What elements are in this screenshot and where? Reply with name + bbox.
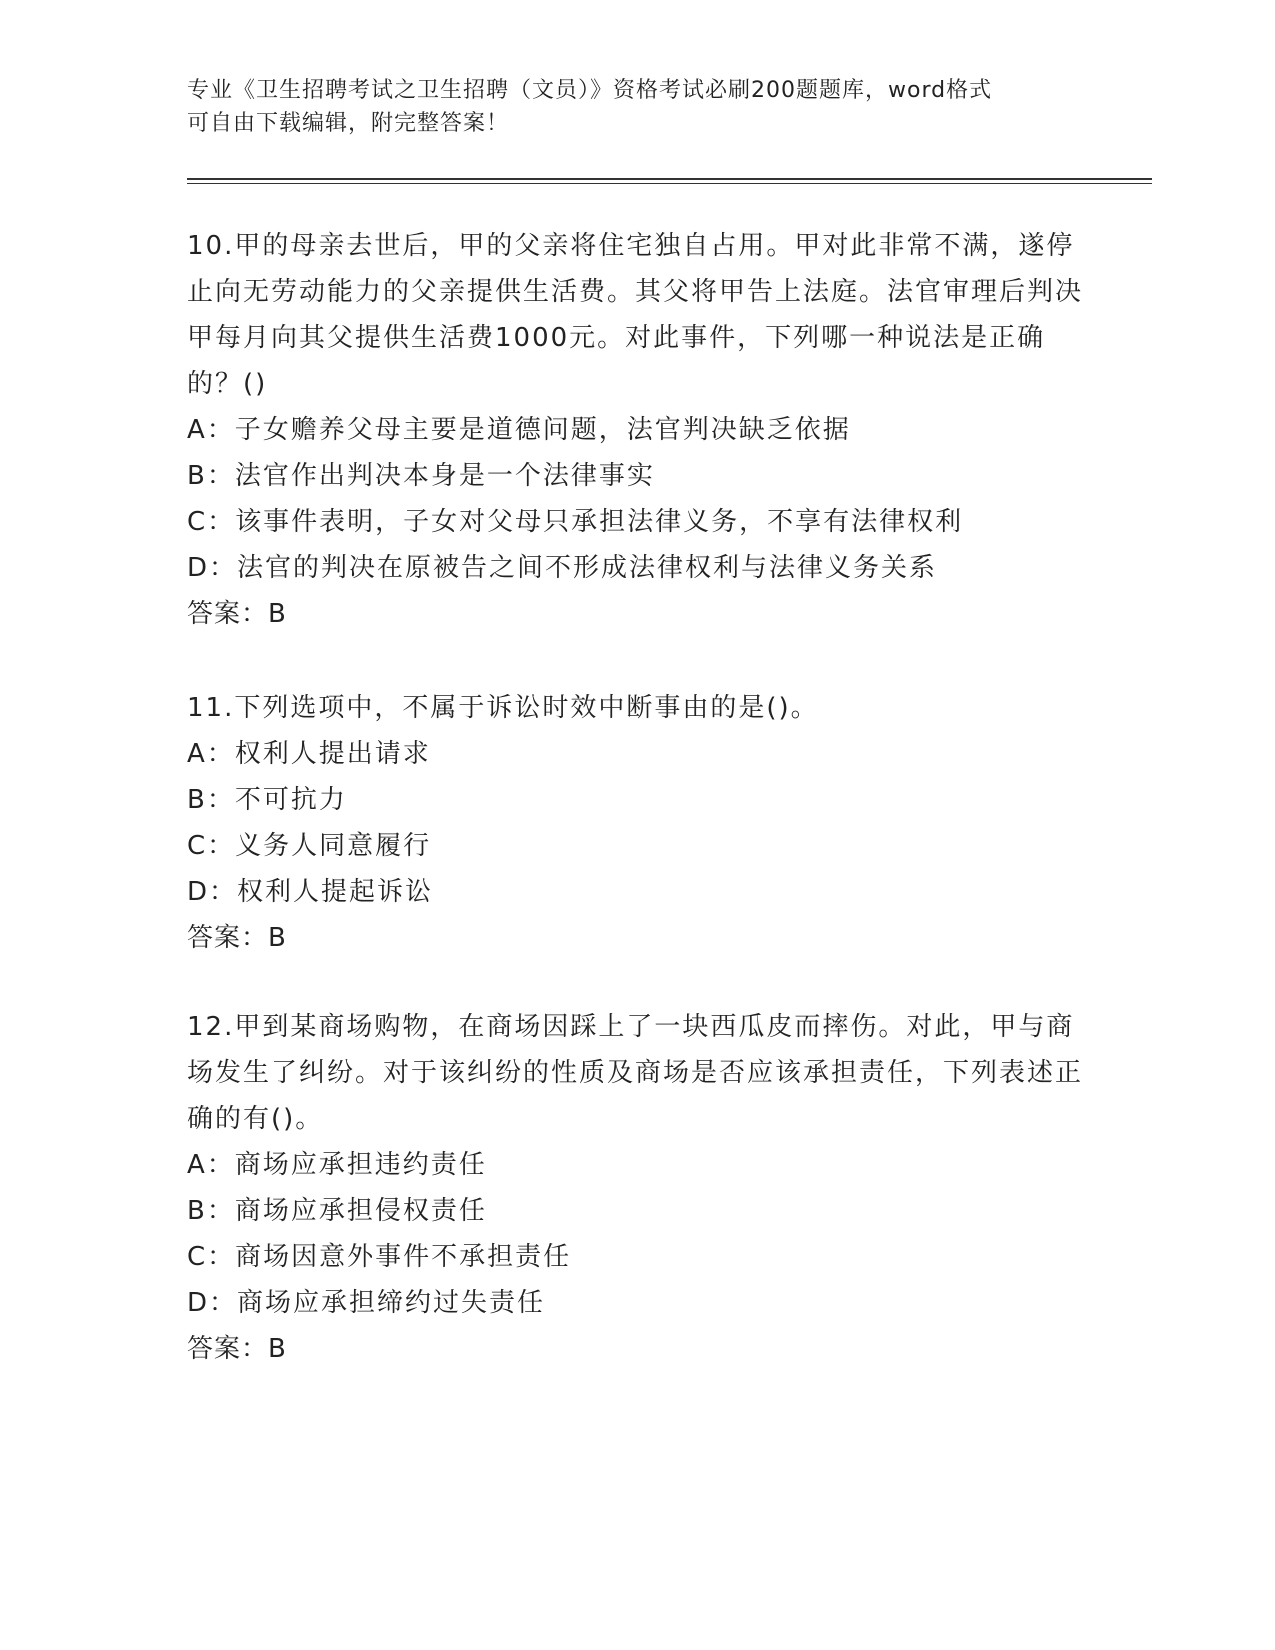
header-divider-thick xyxy=(187,178,1152,180)
option-d: D：权利人提起诉讼 xyxy=(187,877,434,907)
question-10 xyxy=(187,223,1087,637)
option-b: B：商场应承担侵权责任 xyxy=(187,1196,487,1226)
option-a: A：权利人提出请求 xyxy=(187,739,431,769)
option-b: B：法官作出判决本身是一个法律事实 xyxy=(187,461,655,491)
option-c: C：义务人同意履行 xyxy=(187,831,432,861)
option-d: D：商场应承担缔约过失责任 xyxy=(187,1288,546,1318)
answer-label: 答案：B xyxy=(187,599,287,629)
option-c: C：该事件表明，子女对父母只承担法律义务，不享有法律权利 xyxy=(187,507,964,537)
answer-label: 答案：B xyxy=(187,923,287,953)
question-stem: 12.甲到某商场购物，在商场因踩上了一块西瓜皮而摔伤。对此，甲与商场发生了纠纷。对于该纠纷的性质及商场是否应该承担责任，下列表述正确的有()。 xyxy=(187,1012,1084,1134)
answer-label: 答案：B xyxy=(187,1334,287,1364)
question-11 xyxy=(187,685,1087,961)
question-stem: 11.下列选项中，不属于诉讼时效中断事由的是()。 xyxy=(187,693,819,723)
option-d: D：法官的判决在原被告之间不形成法律权利与法律义务关系 xyxy=(187,553,938,583)
document-header xyxy=(187,74,1087,140)
header-divider-thin xyxy=(187,183,1152,184)
option-c: C：商场因意外事件不承担责任 xyxy=(187,1242,572,1272)
option-b: B：不可抗力 xyxy=(187,785,347,815)
option-a: A：子女赡养父母主要是道德问题，法官判决缺乏依据 xyxy=(187,415,851,445)
header-title-line-1: 专业《卫生招聘考试之卫生招聘（文员）》资格考试必刷200题题库，word格式 xyxy=(187,78,993,103)
question-stem: 10.甲的母亲去世后，甲的父亲将住宅独自占用。甲对此非常不满，遂停止向无劳动能力的父亲提供生活费。其父将甲告上法庭。法官审理后判决甲每月向其父提供生活费1000元。对此事件，下列哪一种说法是正确的？() xyxy=(187,231,1084,399)
header-title-line-2: 可自由下载编辑，附完整答案！ xyxy=(187,111,510,136)
question-12 xyxy=(187,1004,1087,1372)
option-a: A：商场应承担违约责任 xyxy=(187,1150,487,1180)
